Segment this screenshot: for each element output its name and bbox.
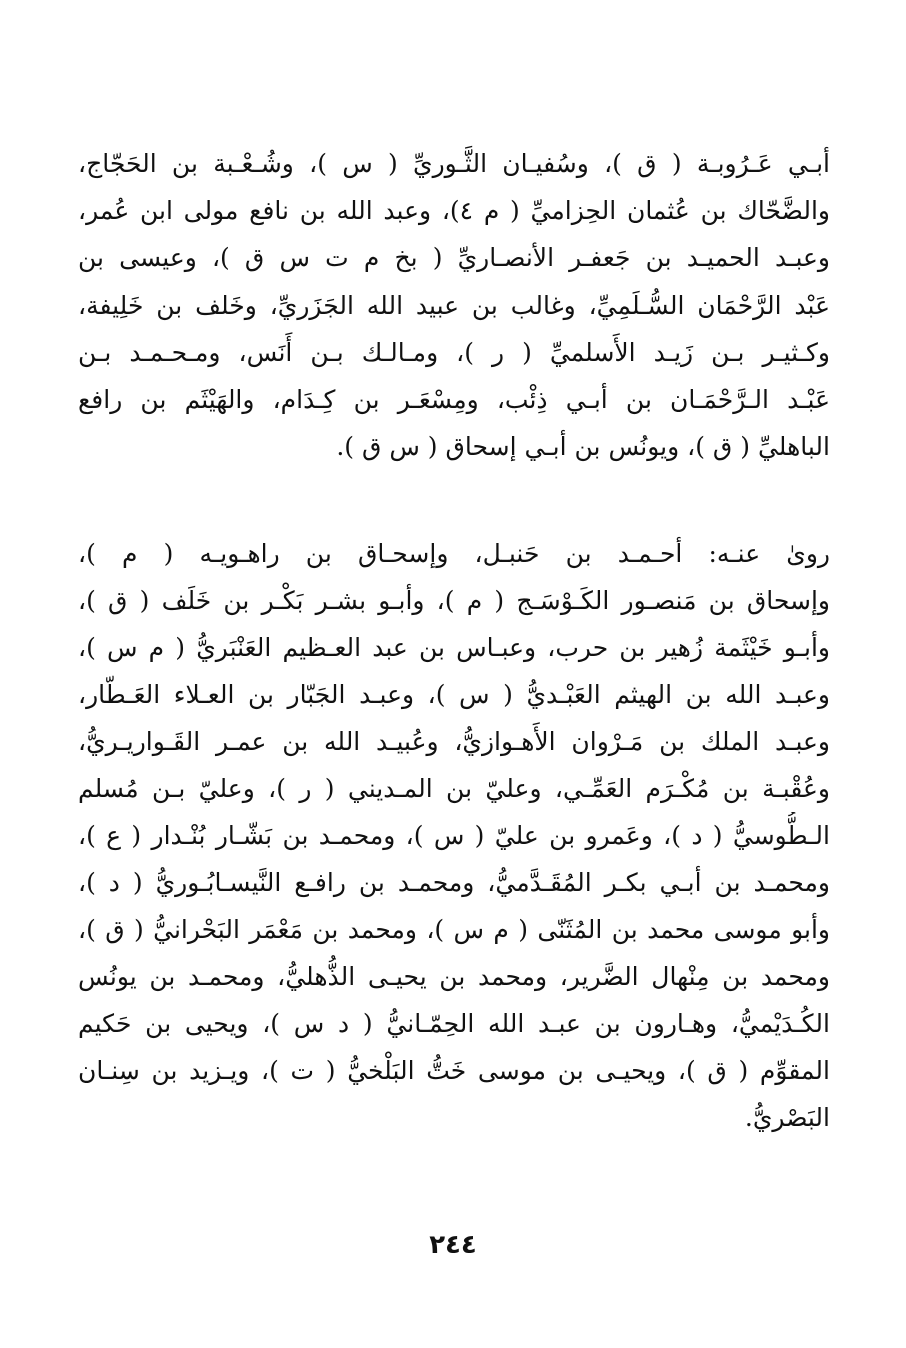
text-line: ومحمـد بن أبـي بكـر المُقَـدَّميُّ، ومحمـد بن رافـع النَّيسـابُـوريُّ ( د )، <box>78 868 830 897</box>
text-line: الـطُّوسيُّ ( د )، وعَمرو بن عليّ ( س )، ومحمـد بن بَشّـار بُنْـدار ( ع )، <box>78 821 830 850</box>
paragraph-narrators <box>78 530 830 1141</box>
text-line: روىٰ عنـه: أحـمـد بن حَنبـل، وإسحـاق بن راهـويـه ( م )، <box>78 539 830 568</box>
text-line: وأبـو خَيْثَمة زُهير بن حرب، وعبـاس بن عبد العـظيم العَنْبَريُّ ( م س )، <box>78 633 830 662</box>
text-line: أبـي عَـرُوبـة ( ق )، وسُفيـان الثَّـوريِّ ( س )، وشُـعْـبة بن الحَجّاج، <box>78 149 830 178</box>
text-line: والضَّحّاك بن عُثمان الحِزاميِّ ( م ٤)، وعبد الله بن نافع مولى ابن عُمر، <box>78 196 830 226</box>
text-line: المقوِّم ( ق )، ويحيـى بن موسى خَتُّ البَلْخيُّ ( ت )، ويـزيد بن سِنـان <box>78 1056 830 1085</box>
text-line: البَصْريُّ. <box>744 1103 830 1132</box>
text-line: الكُـدَيْميُّ، وهـارون بن عبـد الله الحِمّـانيُّ ( د س )، ويحيى بن حَكيم <box>78 1009 830 1038</box>
paragraph-teachers <box>78 140 830 470</box>
page-number: ٢٤٤ <box>429 1230 477 1260</box>
text-line: وعبـد الله بن الهيثم العَبْـديُّ ( س )، وعبـد الجَبّار بن العـلاء العَـطّار، <box>78 680 830 709</box>
text-line: وعُقْبـة بن مُكْـرَم العَمِّـي، وعليّ بن المـديني ( ر )، وعليّ بـن مُسلم <box>78 774 830 803</box>
text-line: وعبـد الحميـد بن جَعفـر الأنصـاريِّ ( بخ م ت س ق )، وعيسى بن <box>78 243 830 273</box>
text-line: ومحمد بن مِنْهال الضَّرير، ومحمد بن يحيـى الذُّهليُّ، ومحمـد بن يونُس <box>78 962 830 991</box>
text-line: وعبـد الملك بن مَـرْوان الأَهـوازيُّ، وعُبيـد الله بن عمـر القَـواريـريُّ، <box>78 727 830 756</box>
text-line: وكـثيـر بـن زَيـد الأَسلميِّ ( ر )، ومـالـك بـن أَنَس، ومـحـمـد بـن <box>78 337 830 367</box>
text-line: الباهليِّ ( ق )، ويونُس بن أبـي إسحاق ( س ق ). <box>336 432 830 462</box>
text-line: عَبْـد الـرَّحْمَـان بن أبـي ذِئْب، ومِسْعَـر بن كِـدَام، والهَيْثَم بن رافع <box>78 384 830 414</box>
text-line: عَبْد الرَّحْمَان السُّـلَمِيِّ، وغالب بن عبيد الله الجَزَريِّ، وخَلف بن خَلِيفة، <box>78 290 830 320</box>
text-line: وأبو موسى محمد بن المُثَنّى ( م س )، ومحمد بن مَعْمَر البَحْرانيُّ ( ق )، <box>78 915 830 944</box>
text-line: وإسحاق بن مَنصـور الكَـوْسَـج ( م )، وأبـو بشـر بَكْـر بن خَلَف ( ق )، <box>78 586 830 615</box>
